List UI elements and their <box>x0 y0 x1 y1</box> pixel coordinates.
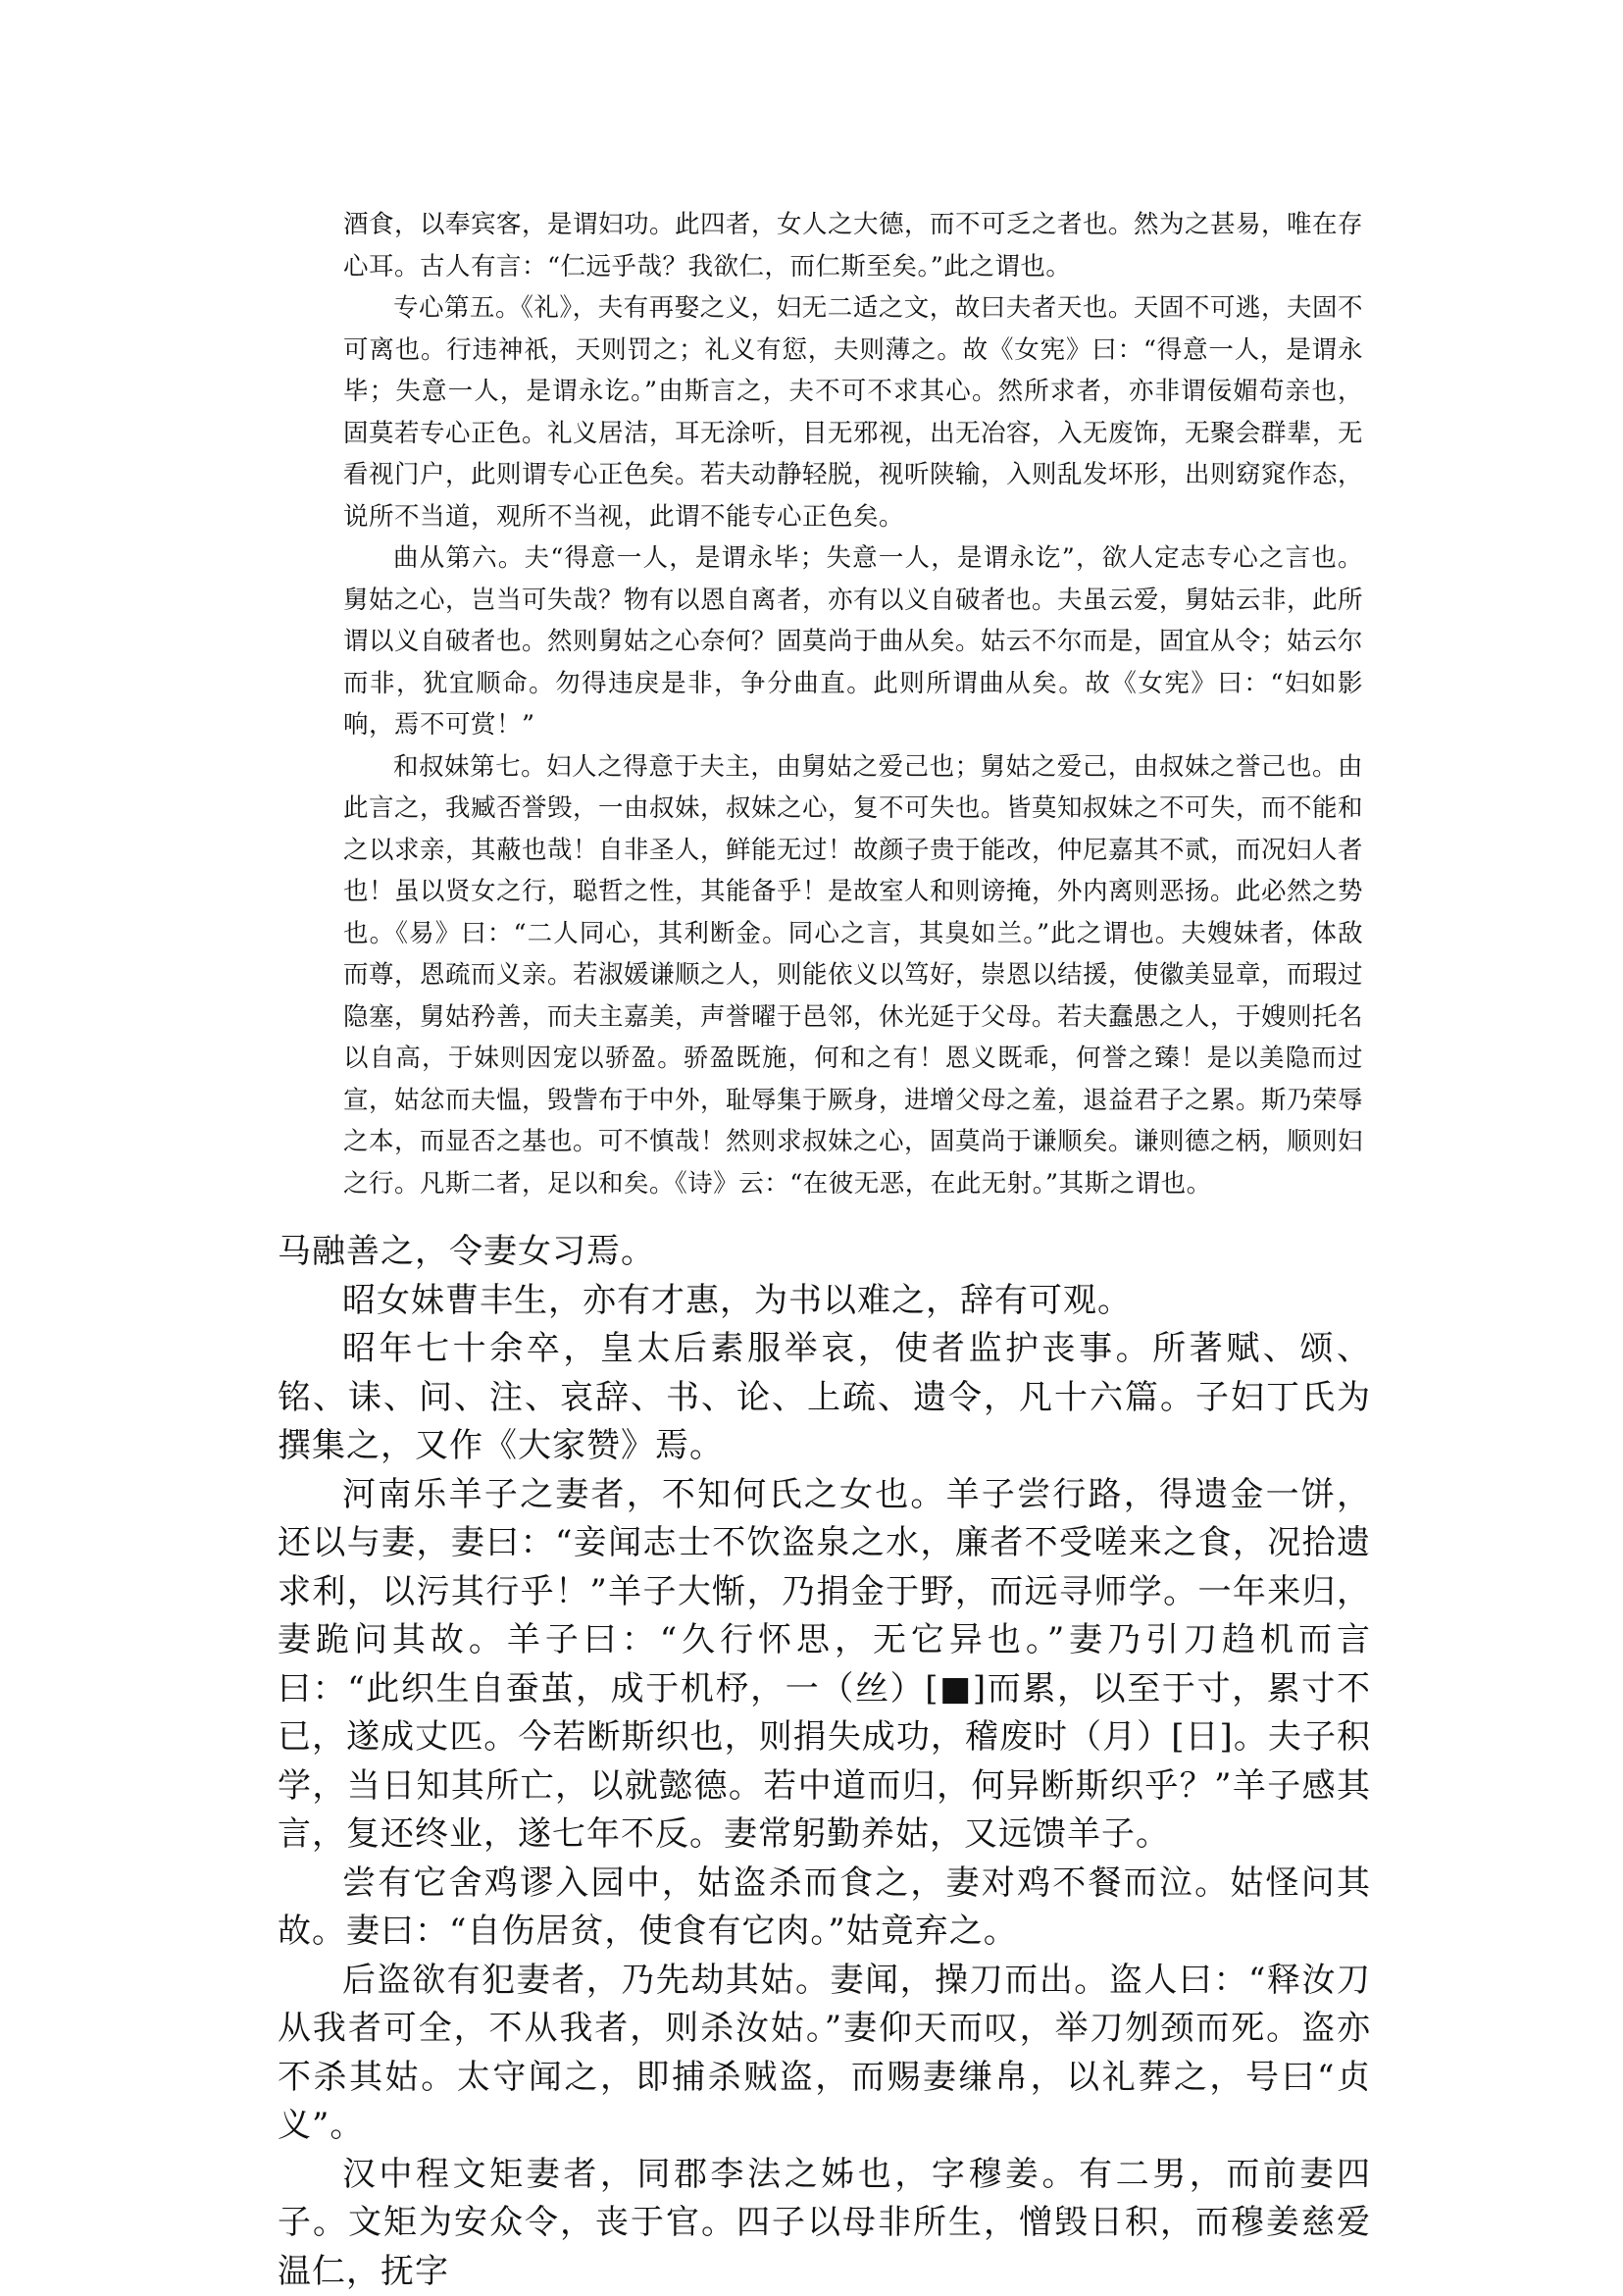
main-paragraph: 河南乐羊子之妻者，不知何氏之女也。羊子尝行路，得遗金一饼，还以与妻，妻曰：“妾闻志士不饮盗泉之水，廉者不受嗟来之食，况拾遗求利，以污其行乎！”羊子大惭，乃捐金于野，而远寻师学。一年来归，妻跪问其故。羊子曰：“久行怀思，无它异也。”妻乃引刀趋机而言曰：“此织生自蚕茧，成于机杼，一（丝）[■]而累，以至于寸，累寸不已，遂成丈匹。今若断斯织也，则捐失成功，稽废时（月）[日]。夫子积学，当日知其所亡，以就懿德。若中道而归，何异断斯织乎？”羊子感其言，复还终业，遂七年不反。妻常躬勤养姑，又远馈羊子。 <box>278 1471 1371 1860</box>
quote-paragraph: 和叔妹第七。妇人之得意于夫主，由舅姑之爱己也；舅姑之爱己，由叔妹之誉己也。由此言之，我臧否誉毁，一由叔妹，叔妹之心，复不可失也。皆莫知叔妹之不可失，而不能和之以求亲，其蔽也哉！自非圣人，鲜能无过！故颜子贵于能改，仲尼嘉其不贰，而况妇人者也！虽以贤女之行，聪哲之性，其能备乎！是故室人和则谤掩，外内离则恶扬。此必然之势也。《易》曰：“二人同心，其利断金。同心之言，其臭如兰。”此之谓也。夫嫂妹者，体敌而尊，恩疏而义亲。若淑媛谦顺之人，则能依义以笃好，崇恩以结援，使徽美显章，而瑕过隐塞，舅姑矜善，而夫主嘉美，声誉曜于邑邻，休光延于父母。若夫蠢愚之人，于嫂则托名以自高，于妹则因宠以骄盈。骄盈既施，何和之有！恩义既乖，何誉之臻！是以美隐而过宣，姑忿而夫愠，毁訾布于中外，耻辱集于厥身，进增父母之羞，退益君子之累。斯乃荣辱之本，而显否之基也。可不慎哉！然则求叔妹之心，固莫尚于谦顺矣。谦则德之柄，顺则妇之行。凡斯二者，足以和矣。《诗》云：“在彼无恶，在此无射。”其斯之谓也。 <box>343 746 1363 1205</box>
main-paragraph: 汉中程文矩妻者，同郡李法之姊也，字穆姜。有二男，而前妻四子。文矩为安众令，丧于官。四子以母非所生，憎毁日积，而穆姜慈爱温仁，抚字 <box>278 2151 1371 2296</box>
main-paragraph: 昭年七十余卒，皇太后素服举哀，使者监护丧事。所著赋、颂、铭、诔、问、注、哀辞、书、论、上疏、遗令，凡十六篇。子妇丁氏为撰集之，又作《大家赞》焉。 <box>278 1325 1371 1471</box>
quote-paragraph: 酒食，以奉宾客，是谓妇功。此四者，女人之大德，而不可乏之者也。然为之甚易，唯在存心耳。古人有言：“仁远乎哉？我欲仁，而仁斯至矣。”此之谓也。 <box>343 204 1363 287</box>
main-paragraph: 昭女妹曹丰生，亦有才惠，为书以难之，辞有可观。 <box>278 1277 1371 1326</box>
main-paragraph: 后盗欲有犯妻者，乃先劫其姑。妻闻，操刀而出。盗人曰：“释汝刀从我者可全，不从我者，则杀汝姑。”妻仰天而叹，举刀刎颈而死。盗亦不杀其姑。太守闻之，即捕杀贼盗，而赐妻缣帛，以礼葬之，号曰“贞义”。 <box>278 1957 1371 2151</box>
quote-paragraph: 曲从第六。夫“得意一人，是谓永毕；失意一人，是谓永讫”，欲人定志专心之言也。舅姑之心，岂当可失哉？物有以恩自离者，亦有以义自破者也。夫虽云爱，舅姑云非，此所谓以义自破者也。然则舅姑之心奈何？固莫尚于曲从矣。姑云不尔而是，固宜从令；姑云尔而非，犹宜顺命。勿得违戾是非，争分曲直。此则所谓曲从矣。故《女宪》曰：“妇如影响，焉不可赏！” <box>343 537 1363 746</box>
main-paragraph: 马融善之，令妻女习焉。 <box>278 1228 1371 1277</box>
main-text-block <box>278 1228 1371 2296</box>
quoted-text-block <box>343 204 1363 1204</box>
main-paragraph: 尝有它舍鸡谬入园中，姑盗杀而食之，妻对鸡不餐而泣。姑怪问其故。妻曰：“自伤居贫，使食有它肉。”姑竟弃之。 <box>278 1860 1371 1957</box>
quote-paragraph: 专心第五。《礼》，夫有再娶之义，妇无二适之文，故曰夫者天也。天固不可逃，夫固不可离也。行违神祇，天则罚之；礼义有愆，夫则薄之。故《女宪》曰：“得意一人，是谓永毕；失意一人，是谓永讫。”由斯言之，夫不可不求其心。然所求者，亦非谓佞媚苟亲也，固莫若专心正色。礼义居洁，耳无涂听，目无邪视，出无冶容，入无废饰，无聚会群辈，无看视门户，此则谓专心正色矣。若夫动静轻脱，视听陕输，入则乱发坏形，出则窈窕作态，说所不当道，观所不当视，此谓不能专心正色矣。 <box>343 287 1363 537</box>
